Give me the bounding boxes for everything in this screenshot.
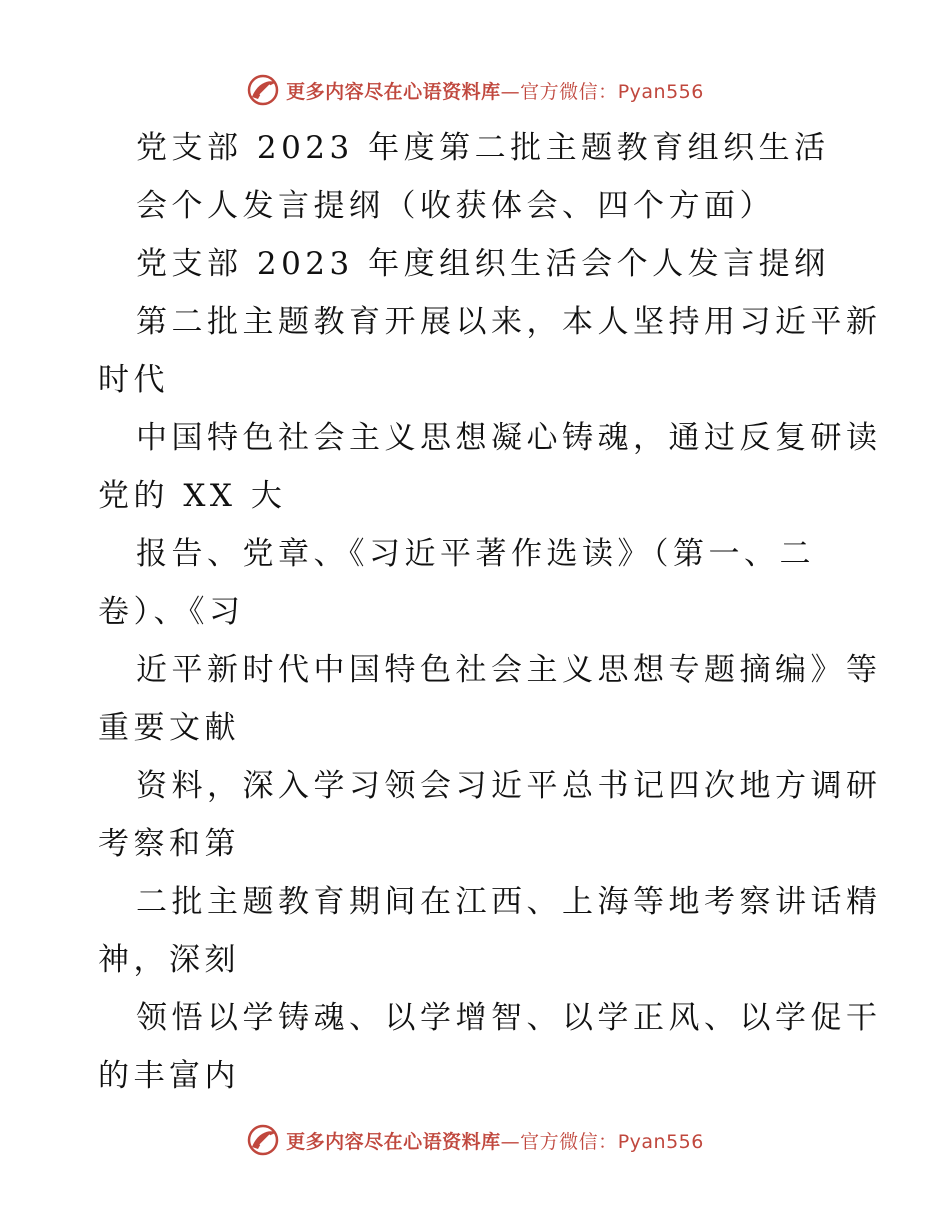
watermark-text: 更多内容尽在心语资料库 [286, 80, 501, 103]
paragraph-line: 领悟以学铸魂、以学增智、以学正风、以学促干 [136, 1000, 882, 1036]
paragraph-line: 报告、党章、《习近平著作选读》（第一、二 [136, 536, 815, 572]
watermark-dash: — [500, 1130, 521, 1153]
header-watermark [0, 70, 950, 110]
watermark-wechat-label: 官方微信： [520, 1130, 618, 1153]
paragraph-line: 考察和第 [98, 826, 240, 862]
paragraph-line: 中国特色社会主义思想凝心铸魂，通过反复研读 [136, 420, 882, 456]
paragraph-line: 第二批主题教育开展以来，本人坚持用习近平新 [136, 304, 882, 340]
paragraph-line: 二批主题教育期间在江西、上海等地考察讲话精 [136, 884, 882, 920]
title-line-1: 党支部 2023 年度第二批主题教育组织生活 [136, 130, 830, 166]
paragraph-line: 的丰富内 [98, 1058, 240, 1094]
watermark-account: Pyan556 [617, 80, 704, 103]
paragraph-line: 资料，深入学习领会习近平总书记四次地方调研 [136, 768, 882, 804]
watermark-text-group [286, 1127, 704, 1154]
paragraph-line: 党的 XX 大 [98, 478, 287, 514]
paragraph-line: 重要文献 [98, 710, 240, 746]
watermark-dash: — [500, 80, 521, 103]
brand-logo-icon [246, 73, 280, 107]
watermark-text: 更多内容尽在心语资料库 [286, 1130, 501, 1153]
paragraph-line: 神，深刻 [98, 942, 240, 978]
paragraph-line: 卷）、《习 [98, 594, 245, 630]
brand-logo-icon [246, 1123, 280, 1157]
watermark-wechat-label: 官方微信： [520, 80, 618, 103]
title-line-2: 会个人发言提纲（收获体会、四个方面） [136, 188, 775, 224]
watermark-account: Pyan556 [617, 1130, 704, 1153]
paragraph-line: 时代 [98, 362, 169, 398]
watermark-text-group [286, 77, 704, 104]
subtitle-line: 党支部 2023 年度组织生活会个人发言提纲 [136, 246, 830, 282]
footer-watermark [0, 1120, 950, 1160]
paragraph-line: 近平新时代中国特色社会主义思想专题摘编》等 [136, 652, 882, 688]
